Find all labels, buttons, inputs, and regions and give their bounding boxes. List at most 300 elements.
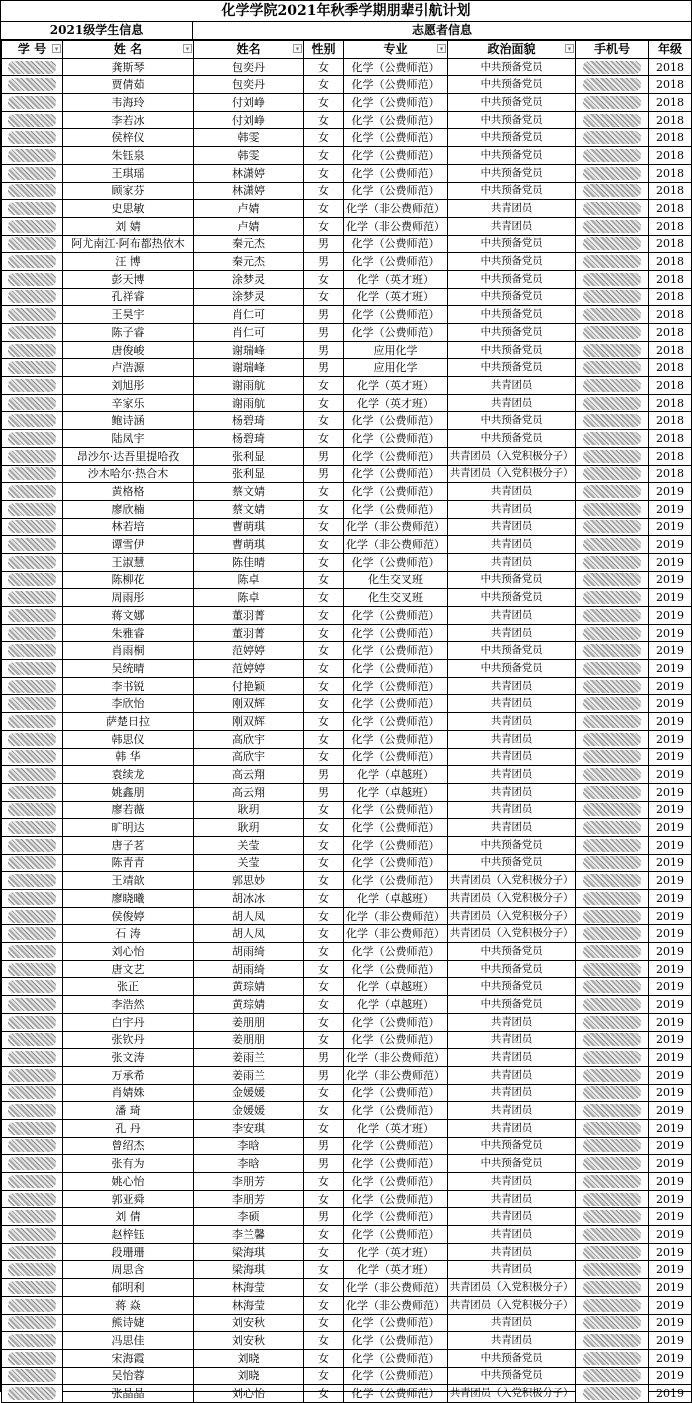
grade-cell[interactable]: 2019	[649, 1119, 692, 1137]
political-status-cell[interactable]: 中共预备党员	[448, 836, 576, 854]
major-cell[interactable]: 化学（公费师范）	[344, 713, 448, 731]
gender-cell[interactable]: 女	[304, 164, 344, 182]
student-id-cell-redacted[interactable]	[2, 94, 63, 112]
political-status-cell[interactable]: 共青团员	[448, 1314, 576, 1332]
grade-cell[interactable]: 2019	[649, 1013, 692, 1031]
gender-cell[interactable]: 女	[304, 996, 344, 1014]
col-header-major[interactable]: 专业 ▾	[344, 41, 448, 59]
grade-cell[interactable]: 2019	[649, 925, 692, 943]
political-status-cell[interactable]: 中共预备党员	[448, 359, 576, 377]
gender-cell[interactable]: 女	[304, 1031, 344, 1049]
major-cell[interactable]: 化学（英才班）	[344, 377, 448, 395]
student-name-cell[interactable]: 李浩然	[63, 996, 194, 1014]
major-cell[interactable]: 化学（英才班）	[344, 1261, 448, 1279]
gender-cell[interactable]: 女	[304, 748, 344, 766]
volunteer-name-cell[interactable]: 耿玥	[194, 819, 304, 837]
political-status-cell[interactable]: 共青团员	[448, 819, 576, 837]
major-cell[interactable]: 化学（公费师范）	[344, 1155, 448, 1173]
volunteer-name-cell[interactable]: 刘安秋	[194, 1314, 304, 1332]
phone-cell-redacted[interactable]	[576, 1102, 649, 1120]
student-name-cell[interactable]: 辛家乐	[63, 394, 194, 412]
col-header-volunteer-name[interactable]: 姓名 ▾	[194, 41, 304, 59]
student-id-cell-redacted[interactable]	[2, 748, 63, 766]
political-status-cell[interactable]: 共青团员	[448, 1208, 576, 1226]
gender-cell[interactable]: 女	[304, 1279, 344, 1297]
gender-cell[interactable]: 女	[304, 660, 344, 678]
political-status-cell[interactable]: 共青团员	[448, 553, 576, 571]
political-status-cell[interactable]: 中共预备党员	[448, 1367, 576, 1385]
volunteer-name-cell[interactable]: 付刘峥	[194, 94, 304, 112]
gender-cell[interactable]: 男	[304, 766, 344, 784]
gender-cell[interactable]: 女	[304, 890, 344, 908]
grade-cell[interactable]: 2019	[649, 1243, 692, 1261]
student-name-cell[interactable]: 卢浩源	[63, 359, 194, 377]
political-status-cell[interactable]: 共青团员	[448, 1226, 576, 1244]
volunteer-name-cell[interactable]: 李安琪	[194, 1119, 304, 1137]
student-id-cell-redacted[interactable]	[2, 377, 63, 395]
major-cell[interactable]: 化学（公费师范）	[344, 1173, 448, 1191]
political-status-cell[interactable]: 共青团员	[448, 783, 576, 801]
student-name-cell[interactable]: 姚心怡	[63, 1173, 194, 1191]
gender-cell[interactable]: 男	[304, 306, 344, 324]
major-cell[interactable]: 化学（公费师范）	[344, 430, 448, 448]
student-id-cell-redacted[interactable]	[2, 76, 63, 94]
grade-cell[interactable]: 2019	[649, 1279, 692, 1297]
student-id-cell-redacted[interactable]	[2, 235, 63, 253]
major-cell[interactable]: 化学（公费师范）	[344, 1102, 448, 1120]
grade-cell[interactable]: 2018	[649, 377, 692, 395]
major-cell[interactable]: 化学（公费师范）	[344, 624, 448, 642]
major-cell[interactable]: 化学（公费师范）	[344, 607, 448, 625]
political-status-cell[interactable]: 中共预备党员	[448, 571, 576, 589]
volunteer-name-cell[interactable]: 李晗	[194, 1155, 304, 1173]
phone-cell-redacted[interactable]	[576, 430, 649, 448]
major-cell[interactable]: 化学（公费师范）	[344, 854, 448, 872]
political-status-cell[interactable]: 共青团员	[448, 394, 576, 412]
volunteer-name-cell[interactable]: 卢婧	[194, 217, 304, 235]
volunteer-name-cell[interactable]: 李兰馨	[194, 1226, 304, 1244]
grade-cell[interactable]: 2019	[649, 907, 692, 925]
gender-cell[interactable]: 女	[304, 147, 344, 165]
volunteer-name-cell[interactable]: 谢雨航	[194, 394, 304, 412]
grade-cell[interactable]: 2019	[649, 1155, 692, 1173]
grade-cell[interactable]: 2018	[649, 217, 692, 235]
student-name-cell[interactable]: 陈子睿	[63, 324, 194, 342]
volunteer-name-cell[interactable]: 陈卓	[194, 571, 304, 589]
student-id-cell-redacted[interactable]	[2, 111, 63, 129]
phone-cell-redacted[interactable]	[576, 500, 649, 518]
grade-cell[interactable]: 2019	[649, 1066, 692, 1084]
political-status-cell[interactable]: 共青团员（入党积极分子）	[448, 890, 576, 908]
grade-cell[interactable]: 2018	[649, 394, 692, 412]
volunteer-name-cell[interactable]: 姜朋朋	[194, 1031, 304, 1049]
phone-cell-redacted[interactable]	[576, 164, 649, 182]
student-id-cell-redacted[interactable]	[2, 660, 63, 678]
student-id-cell-redacted[interactable]	[2, 925, 63, 943]
student-name-cell[interactable]: 赵梓钰	[63, 1226, 194, 1244]
volunteer-name-cell[interactable]: 黄琮婧	[194, 978, 304, 996]
volunteer-name-cell[interactable]: 郭思妙	[194, 872, 304, 890]
student-id-cell-redacted[interactable]	[2, 783, 63, 801]
grade-cell[interactable]: 2019	[649, 483, 692, 501]
grade-cell[interactable]: 2018	[649, 164, 692, 182]
student-id-cell-redacted[interactable]	[2, 359, 63, 377]
gender-cell[interactable]: 女	[304, 1084, 344, 1102]
volunteer-name-cell[interactable]: 林海莹	[194, 1296, 304, 1314]
student-id-cell-redacted[interactable]	[2, 182, 63, 200]
major-cell[interactable]: 化学（公费师范）	[344, 58, 448, 76]
major-cell[interactable]: 化学（公费师范）	[344, 412, 448, 430]
student-name-cell[interactable]: 王昊宇	[63, 306, 194, 324]
political-status-cell[interactable]: 共青团员（入党积极分子）	[448, 465, 576, 483]
gender-cell[interactable]: 女	[304, 1296, 344, 1314]
student-name-cell[interactable]: 唐俊峻	[63, 341, 194, 359]
gender-cell[interactable]: 女	[304, 1119, 344, 1137]
gender-cell[interactable]: 女	[304, 925, 344, 943]
political-status-cell[interactable]: 共青团员	[448, 1031, 576, 1049]
student-id-cell-redacted[interactable]	[2, 943, 63, 961]
student-name-cell[interactable]: 袁续龙	[63, 766, 194, 784]
political-status-cell[interactable]: 中共预备党员	[448, 1155, 576, 1173]
major-cell[interactable]: 化学（公费师范）	[344, 1084, 448, 1102]
volunteer-name-cell[interactable]: 付艳颖	[194, 677, 304, 695]
gender-cell[interactable]: 女	[304, 553, 344, 571]
grade-cell[interactable]: 2018	[649, 288, 692, 306]
student-id-cell-redacted[interactable]	[2, 1155, 63, 1173]
gender-cell[interactable]: 女	[304, 76, 344, 94]
phone-cell-redacted[interactable]	[576, 1314, 649, 1332]
phone-cell-redacted[interactable]	[576, 872, 649, 890]
gender-cell[interactable]: 女	[304, 854, 344, 872]
grade-cell[interactable]: 2019	[649, 1332, 692, 1350]
student-id-cell-redacted[interactable]	[2, 1279, 63, 1297]
phone-cell-redacted[interactable]	[576, 217, 649, 235]
political-status-cell[interactable]: 共青团员	[448, 518, 576, 536]
volunteer-name-cell[interactable]: 胡雨绮	[194, 960, 304, 978]
student-id-cell-redacted[interactable]	[2, 996, 63, 1014]
grade-cell[interactable]: 2019	[649, 1385, 692, 1403]
major-cell[interactable]: 化学（公费师范）	[344, 553, 448, 571]
student-id-cell-redacted[interactable]	[2, 1367, 63, 1385]
grade-cell[interactable]: 2019	[649, 766, 692, 784]
phone-cell-redacted[interactable]	[576, 270, 649, 288]
political-status-cell[interactable]: 中共预备党员	[448, 164, 576, 182]
student-id-cell-redacted[interactable]	[2, 483, 63, 501]
volunteer-name-cell[interactable]: 董羽菁	[194, 607, 304, 625]
student-name-cell[interactable]: 孔 丹	[63, 1119, 194, 1137]
gender-cell[interactable]: 女	[304, 836, 344, 854]
grade-cell[interactable]: 2019	[649, 1137, 692, 1155]
major-cell[interactable]: 化学（公费师范）	[344, 111, 448, 129]
political-status-cell[interactable]: 共青团员（入党积极分子）	[448, 925, 576, 943]
phone-cell-redacted[interactable]	[576, 94, 649, 112]
student-name-cell[interactable]: 张文涛	[63, 1049, 194, 1067]
gender-cell[interactable]: 女	[304, 624, 344, 642]
phone-cell-redacted[interactable]	[576, 447, 649, 465]
phone-cell-redacted[interactable]	[576, 801, 649, 819]
phone-cell-redacted[interactable]	[576, 571, 649, 589]
student-id-cell-redacted[interactable]	[2, 1243, 63, 1261]
phone-cell-redacted[interactable]	[576, 182, 649, 200]
gender-cell[interactable]: 女	[304, 483, 344, 501]
phone-cell-redacted[interactable]	[576, 483, 649, 501]
phone-cell-redacted[interactable]	[576, 854, 649, 872]
student-name-cell[interactable]: 王淑慧	[63, 553, 194, 571]
phone-cell-redacted[interactable]	[576, 589, 649, 607]
phone-cell-redacted[interactable]	[576, 1296, 649, 1314]
student-id-cell-redacted[interactable]	[2, 1190, 63, 1208]
phone-cell-redacted[interactable]	[576, 996, 649, 1014]
grade-cell[interactable]: 2018	[649, 412, 692, 430]
political-status-cell[interactable]: 共青团员（入党积极分子）	[448, 872, 576, 890]
student-name-cell[interactable]: 汪 博	[63, 253, 194, 271]
student-name-cell[interactable]: 宋海霞	[63, 1349, 194, 1367]
grade-cell[interactable]: 2019	[649, 1173, 692, 1191]
volunteer-name-cell[interactable]: 秦元杰	[194, 253, 304, 271]
phone-cell-redacted[interactable]	[576, 1190, 649, 1208]
gender-cell[interactable]: 男	[304, 1155, 344, 1173]
gender-cell[interactable]: 女	[304, 1367, 344, 1385]
student-id-cell-redacted[interactable]	[2, 1084, 63, 1102]
political-status-cell[interactable]: 共青团员	[448, 1261, 576, 1279]
phone-cell-redacted[interactable]	[576, 465, 649, 483]
student-id-cell-redacted[interactable]	[2, 589, 63, 607]
student-name-cell[interactable]: 王琪瑶	[63, 164, 194, 182]
student-id-cell-redacted[interactable]	[2, 412, 63, 430]
grade-cell[interactable]: 2019	[649, 695, 692, 713]
student-name-cell[interactable]: 陈柳花	[63, 571, 194, 589]
student-name-cell[interactable]: 张有为	[63, 1155, 194, 1173]
phone-cell-redacted[interactable]	[576, 76, 649, 94]
volunteer-name-cell[interactable]: 肖仁可	[194, 324, 304, 342]
major-cell[interactable]: 化学（公费师范）	[344, 943, 448, 961]
major-cell[interactable]: 化学（公费师范）	[344, 1367, 448, 1385]
gender-cell[interactable]: 男	[304, 253, 344, 271]
political-status-cell[interactable]: 中共预备党员	[448, 147, 576, 165]
phone-cell-redacted[interactable]	[576, 288, 649, 306]
student-id-cell-redacted[interactable]	[2, 58, 63, 76]
student-name-cell[interactable]: 周思含	[63, 1261, 194, 1279]
phone-cell-redacted[interactable]	[576, 553, 649, 571]
student-name-cell[interactable]: 旷明达	[63, 819, 194, 837]
student-name-cell[interactable]: 吴统晴	[63, 660, 194, 678]
phone-cell-redacted[interactable]	[576, 129, 649, 147]
phone-cell-redacted[interactable]	[576, 1261, 649, 1279]
phone-cell-redacted[interactable]	[576, 1013, 649, 1031]
gender-cell[interactable]: 女	[304, 217, 344, 235]
student-id-cell-redacted[interactable]	[2, 147, 63, 165]
gender-cell[interactable]: 女	[304, 111, 344, 129]
grade-cell[interactable]: 2019	[649, 642, 692, 660]
major-cell[interactable]: 化学（公费师范）	[344, 730, 448, 748]
phone-cell-redacted[interactable]	[576, 642, 649, 660]
gender-cell[interactable]: 女	[304, 1243, 344, 1261]
student-name-cell[interactable]: 李欣怡	[63, 695, 194, 713]
phone-cell-redacted[interactable]	[576, 341, 649, 359]
student-id-cell-redacted[interactable]	[2, 164, 63, 182]
student-name-cell[interactable]: 史思敏	[63, 200, 194, 218]
student-id-cell-redacted[interactable]	[2, 890, 63, 908]
major-cell[interactable]: 应用化学	[344, 341, 448, 359]
political-status-cell[interactable]: 共青团员（入党积极分子）	[448, 1279, 576, 1297]
volunteer-name-cell[interactable]: 刘晓	[194, 1367, 304, 1385]
grade-cell[interactable]: 2019	[649, 500, 692, 518]
student-name-cell[interactable]: 韦海玲	[63, 94, 194, 112]
volunteer-name-cell[interactable]: 谢雨航	[194, 377, 304, 395]
student-name-cell[interactable]: 潘 琦	[63, 1102, 194, 1120]
filter-dropdown-icon[interactable]: ▾	[565, 44, 574, 53]
grade-cell[interactable]: 2019	[649, 660, 692, 678]
major-cell[interactable]: 化学（公费师范）	[344, 1031, 448, 1049]
major-cell[interactable]: 化学（公费师范）	[344, 836, 448, 854]
volunteer-name-cell[interactable]: 林潇婷	[194, 182, 304, 200]
political-status-cell[interactable]: 中共预备党员	[448, 76, 576, 94]
phone-cell-redacted[interactable]	[576, 1349, 649, 1367]
gender-cell[interactable]: 男	[304, 235, 344, 253]
student-name-cell[interactable]: 郭亚舜	[63, 1190, 194, 1208]
gender-cell[interactable]: 女	[304, 589, 344, 607]
phone-cell-redacted[interactable]	[576, 660, 649, 678]
gender-cell[interactable]: 女	[304, 518, 344, 536]
student-name-cell[interactable]: 韩 华	[63, 748, 194, 766]
major-cell[interactable]: 化学（公费师范）	[344, 94, 448, 112]
student-name-cell[interactable]: 肖雨桐	[63, 642, 194, 660]
political-status-cell[interactable]: 共青团员	[448, 713, 576, 731]
volunteer-name-cell[interactable]: 刘心怡	[194, 1385, 304, 1403]
filter-dropdown-icon[interactable]: ▾	[293, 44, 302, 53]
phone-cell-redacted[interactable]	[576, 536, 649, 554]
student-name-cell[interactable]: 肖婧姝	[63, 1084, 194, 1102]
major-cell[interactable]: 化学（卓越班）	[344, 978, 448, 996]
grade-cell[interactable]: 2019	[649, 713, 692, 731]
volunteer-name-cell[interactable]: 李朋芳	[194, 1173, 304, 1191]
phone-cell-redacted[interactable]	[576, 766, 649, 784]
grade-cell[interactable]: 2019	[649, 518, 692, 536]
col-header-gender[interactable]: 性别	[304, 41, 344, 59]
major-cell[interactable]: 化学（英才班）	[344, 270, 448, 288]
major-cell[interactable]: 化学（公费师范）	[344, 235, 448, 253]
student-id-cell-redacted[interactable]	[2, 571, 63, 589]
major-cell[interactable]: 化生交叉班	[344, 589, 448, 607]
student-name-cell[interactable]: 蒋文娜	[63, 607, 194, 625]
student-name-cell[interactable]: 刘 婧	[63, 217, 194, 235]
student-id-cell-redacted[interactable]	[2, 553, 63, 571]
major-cell[interactable]: 化学（卓越班）	[344, 766, 448, 784]
grade-cell[interactable]: 2019	[649, 1031, 692, 1049]
col-header-student-name[interactable]: 姓 名 ▾	[63, 41, 194, 59]
political-status-cell[interactable]: 共青团员（入党积极分子）	[448, 907, 576, 925]
grade-cell[interactable]: 2019	[649, 748, 692, 766]
student-id-cell-redacted[interactable]	[2, 341, 63, 359]
student-name-cell[interactable]: 张钦丹	[63, 1031, 194, 1049]
volunteer-name-cell[interactable]: 梁海琪	[194, 1243, 304, 1261]
major-cell[interactable]: 应用化学	[344, 359, 448, 377]
phone-cell-redacted[interactable]	[576, 730, 649, 748]
volunteer-name-cell[interactable]: 卢婧	[194, 200, 304, 218]
volunteer-name-cell[interactable]: 胡雨绮	[194, 943, 304, 961]
major-cell[interactable]: 化学（公费师范）	[344, 129, 448, 147]
student-name-cell[interactable]: 黄格格	[63, 483, 194, 501]
phone-cell-redacted[interactable]	[576, 412, 649, 430]
major-cell[interactable]: 化学（公费师范）	[344, 306, 448, 324]
political-status-cell[interactable]: 共青团员	[448, 730, 576, 748]
student-id-cell-redacted[interactable]	[2, 465, 63, 483]
student-id-cell-redacted[interactable]	[2, 1261, 63, 1279]
political-status-cell[interactable]: 共青团员	[448, 607, 576, 625]
student-id-cell-redacted[interactable]	[2, 766, 63, 784]
volunteer-name-cell[interactable]: 董羽菁	[194, 624, 304, 642]
grade-cell[interactable]: 2018	[649, 94, 692, 112]
student-id-cell-redacted[interactable]	[2, 624, 63, 642]
political-status-cell[interactable]: 共青团员	[448, 1102, 576, 1120]
grade-cell[interactable]: 2018	[649, 76, 692, 94]
volunteer-name-cell[interactable]: 梁海琪	[194, 1261, 304, 1279]
political-status-cell[interactable]: 共青团员	[448, 217, 576, 235]
major-cell[interactable]: 化学（公费师范）	[344, 960, 448, 978]
gender-cell[interactable]: 女	[304, 129, 344, 147]
student-name-cell[interactable]: 熊诗婕	[63, 1314, 194, 1332]
major-cell[interactable]: 化学（公费师范）	[344, 483, 448, 501]
volunteer-name-cell[interactable]: 秦元杰	[194, 235, 304, 253]
gender-cell[interactable]: 女	[304, 960, 344, 978]
gender-cell[interactable]: 女	[304, 1385, 344, 1403]
major-cell[interactable]: 化学（非公费师范）	[344, 925, 448, 943]
phone-cell-redacted[interactable]	[576, 960, 649, 978]
gender-cell[interactable]: 男	[304, 1066, 344, 1084]
grade-cell[interactable]: 2018	[649, 306, 692, 324]
grade-cell[interactable]: 2018	[649, 111, 692, 129]
student-name-cell[interactable]: 侯梓仪	[63, 129, 194, 147]
student-name-cell[interactable]: 万承希	[63, 1066, 194, 1084]
major-cell[interactable]: 化学（公费师范）	[344, 164, 448, 182]
volunteer-name-cell[interactable]: 曹萌琪	[194, 518, 304, 536]
phone-cell-redacted[interactable]	[576, 943, 649, 961]
political-status-cell[interactable]: 共青团员	[448, 766, 576, 784]
phone-cell-redacted[interactable]	[576, 235, 649, 253]
volunteer-name-cell[interactable]: 杨碧琦	[194, 430, 304, 448]
student-name-cell[interactable]: 廖晓曦	[63, 890, 194, 908]
phone-cell-redacted[interactable]	[576, 58, 649, 76]
volunteer-name-cell[interactable]: 韩雯	[194, 147, 304, 165]
filter-dropdown-icon[interactable]: ▾	[183, 44, 192, 53]
col-header-phone[interactable]: 手机号	[576, 41, 649, 59]
political-status-cell[interactable]: 共青团员	[448, 695, 576, 713]
student-id-cell-redacted[interactable]	[2, 1119, 63, 1137]
volunteer-name-cell[interactable]: 关莹	[194, 836, 304, 854]
political-status-cell[interactable]: 中共预备党员	[448, 589, 576, 607]
major-cell[interactable]: 化学（公费师范）	[344, 500, 448, 518]
volunteer-name-cell[interactable]: 李晗	[194, 1137, 304, 1155]
phone-cell-redacted[interactable]	[576, 518, 649, 536]
grade-cell[interactable]: 2019	[649, 1049, 692, 1067]
volunteer-name-cell[interactable]: 黄琮婧	[194, 996, 304, 1014]
major-cell[interactable]: 化学（卓越班）	[344, 783, 448, 801]
grade-cell[interactable]: 2018	[649, 341, 692, 359]
political-status-cell[interactable]: 共青团员	[448, 748, 576, 766]
gender-cell[interactable]: 女	[304, 536, 344, 554]
phone-cell-redacted[interactable]	[576, 324, 649, 342]
major-cell[interactable]: 化学（非公费师范）	[344, 1279, 448, 1297]
volunteer-name-cell[interactable]: 刘晓	[194, 1349, 304, 1367]
political-status-cell[interactable]: 中共预备党员	[448, 288, 576, 306]
political-status-cell[interactable]: 中共预备党员	[448, 253, 576, 271]
volunteer-name-cell[interactable]: 胡人凤	[194, 907, 304, 925]
major-cell[interactable]: 化生交叉班	[344, 571, 448, 589]
major-cell[interactable]: 化学（公费师范）	[344, 872, 448, 890]
student-name-cell[interactable]: 白宇丹	[63, 1013, 194, 1031]
major-cell[interactable]: 化学（英才班）	[344, 1243, 448, 1261]
political-status-cell[interactable]: 中共预备党员	[448, 324, 576, 342]
